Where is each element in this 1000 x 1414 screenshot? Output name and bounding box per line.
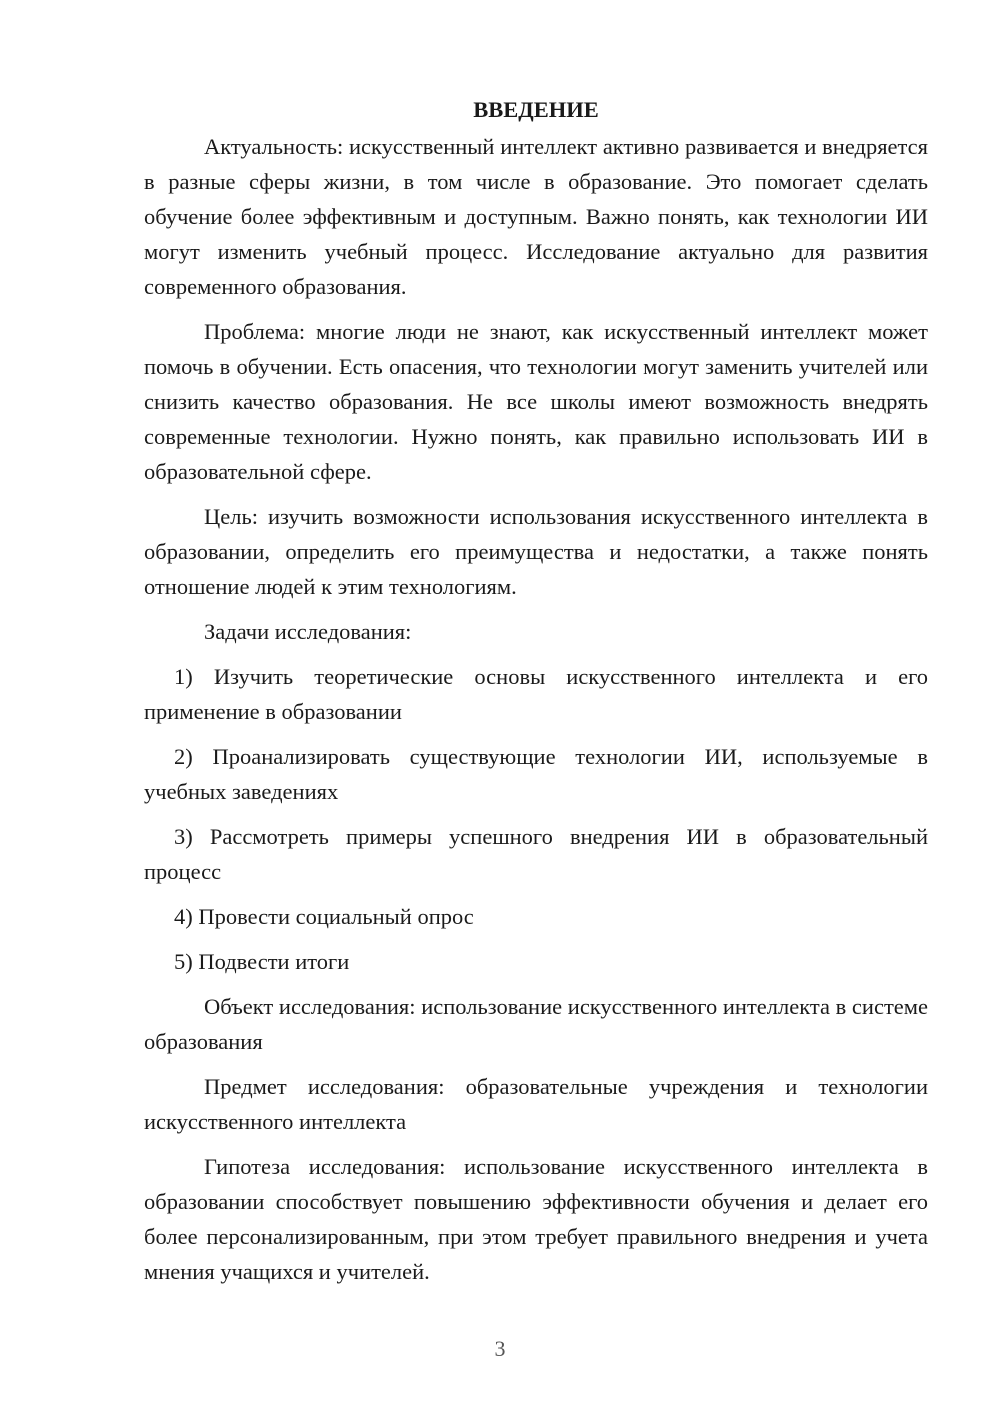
page-number: 3 — [494, 1336, 506, 1361]
task-item-5: 5) Подвести итоги — [174, 949, 350, 974]
paragraph-relevance: Актуальность: искусственный интеллект активно развивается и внедряется в разные сферы жизни, в том числе в образование. Это помогает сделать обучение более эффективным и доступным. Важно понять, как технологии ИИ могут изменить учебный процесс. Исследование актуально для развития современного образования. — [144, 134, 928, 299]
paragraph-hypothesis: Гипотеза исследования: использование искусственного интеллекта в образовании способствует повышению эффективности обучения и делает его более персонализированным, при этом требует правильного внедрения и учета мнения учащихся и учителей. — [144, 1154, 928, 1284]
paragraph-subject: Предмет исследования: образовательные учреждения и технологии искусственного интеллекта — [144, 1074, 928, 1134]
paragraph-goal: Цель: изучить возможности использования искусственного интеллекта в образовании, определить его преимущества и недостатки, а также понять отношение людей к этим технологиям. — [144, 504, 928, 599]
paragraph-object: Объект исследования: использование искусственного интеллекта в системе образования — [144, 994, 928, 1054]
section-title: ВВЕДЕНИЕ — [473, 97, 599, 122]
tasks-heading: Задачи исследования: — [204, 619, 412, 644]
task-item-2: 2) Проанализировать существующие технологии ИИ, используемые в учебных заведениях — [144, 744, 928, 804]
task-item-1: 1) Изучить теоретические основы искусственного интеллекта и его применение в образовании — [144, 664, 928, 724]
paragraph-problem: Проблема: многие люди не знают, как искусственный интеллект может помочь в обучении. Есть опасения, что технологии могут заменить учителей или снизить качество образования. Не все школы имеют возможность внедрять современные технологии. Нужно понять, как правильно использовать ИИ в образовательной сфере. — [144, 319, 928, 484]
task-item-4: 4) Провести социальный опрос — [174, 904, 474, 929]
task-item-3: 3) Рассмотреть примеры успешного внедрения ИИ в образовательный процесс — [144, 824, 928, 884]
page-content — [144, 92, 928, 1299]
